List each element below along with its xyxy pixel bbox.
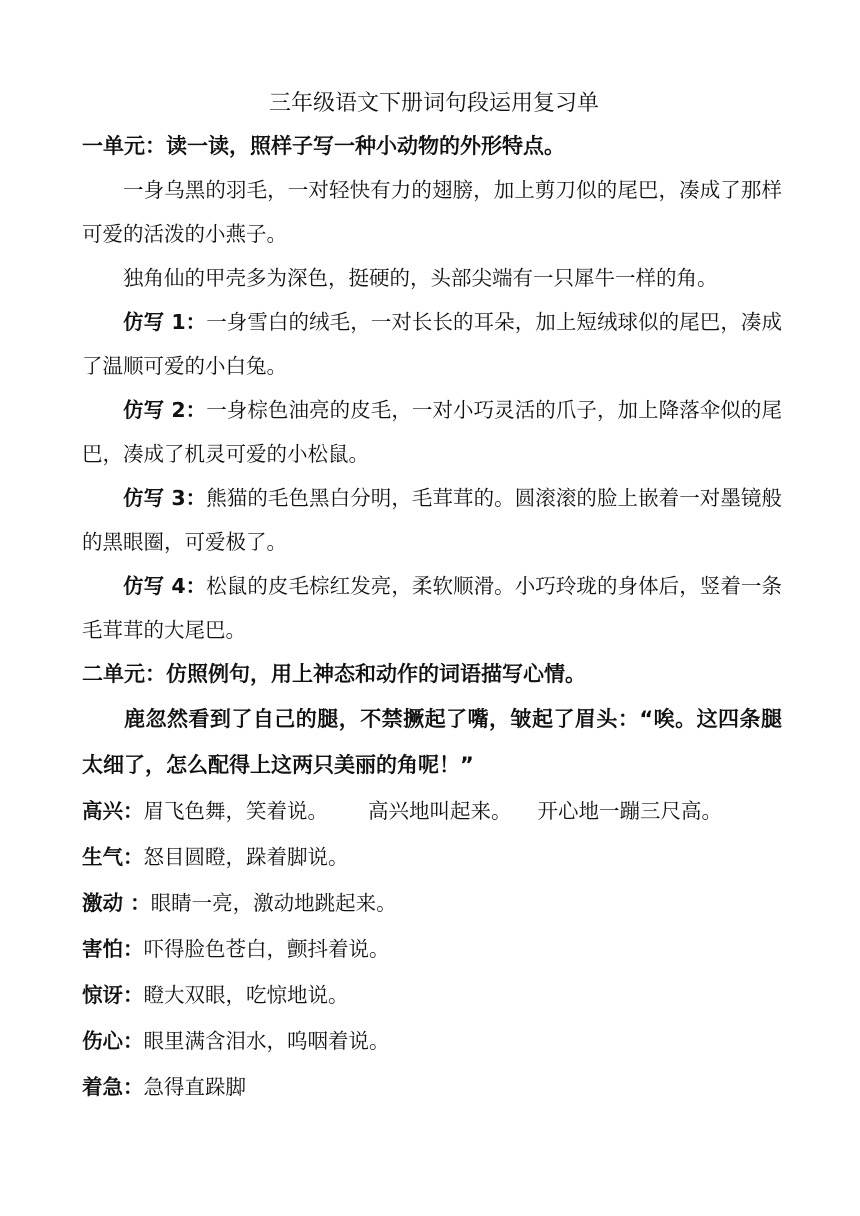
imitation-3-label: 仿写 3：	[123, 486, 207, 510]
imitation-4-text: 松鼠的皮毛棕红发亮，柔软顺滑。小巧玲珑的身体后，竖着一条毛茸茸的大尾巴。	[82, 574, 782, 642]
unit2-example: 鹿忽然看到了自己的腿，不禁撅起了嘴，皱起了眉头：“唉。这四条腿太细了，怎么配得上这两只美丽的角呢！”	[82, 707, 782, 777]
happy-item-3: 开心地一蹦三尺高。	[537, 799, 722, 823]
imitation-3	[82, 476, 782, 564]
emotion-text-angry: 怒目圆瞪，跺着脚说。	[143, 845, 349, 869]
emotion-text-excited: 眼睛一亮，激动地跳起来。	[150, 891, 397, 915]
happy-item-1: 眉飞色舞，笑着说。	[143, 799, 328, 823]
emotion-text-anxious: 急得直跺脚	[143, 1075, 246, 1099]
emotion-row-angry	[82, 834, 782, 880]
happy-item-2: 高兴地叫起来。	[368, 799, 512, 823]
imitation-1-text: 一身雪白的绒毛，一对长长的耳朵，加上短绒球似的尾巴，凑成了温顺可爱的小白兔。	[82, 310, 782, 378]
unit1-example-1: 一身乌黑的羽毛，一对轻快有力的翅膀，加上剪刀似的尾巴，凑成了那样可爱的活泼的小燕子。	[82, 178, 782, 246]
emotion-label-angry: 生气：	[82, 845, 144, 869]
emotion-label-anxious: 着急：	[82, 1075, 144, 1099]
imitation-2	[82, 388, 782, 476]
emotion-label-happy: 高兴：	[82, 799, 144, 823]
unit1-example-2: 独角仙的甲壳多为深色，挺硬的，头部尖端有一只犀牛一样的角。	[123, 266, 718, 290]
emotion-label-afraid: 害怕：	[82, 937, 144, 961]
page-title: 三年级语文下册词句段运用复习单	[268, 91, 599, 116]
imitation-3-text: 熊猫的毛色黑白分明，毛茸茸的。圆滚滚的脸上嵌着一对墨镜般的黑眼圈，可爱极了。	[82, 486, 782, 554]
emotion-label-sad: 伤心：	[82, 1029, 144, 1053]
emotion-row-afraid	[82, 926, 782, 972]
imitation-2-text: 一身棕色油亮的皮毛，一对小巧灵活的爪子，加上降落伞似的尾巴，凑成了机灵可爱的小松鼠。	[82, 398, 782, 466]
worksheet-page	[82, 84, 782, 1110]
emotion-row-surprised	[82, 972, 782, 1018]
emotion-label-excited: 激动 ：	[82, 891, 151, 915]
emotion-row-sad	[82, 1018, 782, 1064]
imitation-4	[82, 564, 782, 652]
emotion-label-surprised: 惊讶：	[82, 983, 144, 1007]
imitation-1-label: 仿写 1：	[123, 310, 207, 334]
emotion-text-surprised: 瞪大双眼，吃惊地说。	[143, 983, 349, 1007]
emotion-row-happy	[82, 788, 782, 834]
emotion-text-sad: 眼里满含泪水，呜咽着说。	[143, 1029, 390, 1053]
imitation-1	[82, 300, 782, 388]
emotion-row-excited	[82, 880, 782, 926]
imitation-2-label: 仿写 2：	[123, 398, 207, 422]
emotion-text-afraid: 吓得脸色苍白，颤抖着说。	[143, 937, 390, 961]
imitation-4-label: 仿写 4：	[123, 574, 207, 598]
emotion-row-anxious	[82, 1064, 782, 1110]
unit2-heading: 二单元：仿照例句，用上神态和动作的词语描写心情。	[82, 662, 586, 686]
unit1-heading: 一单元：读一读，照样子写一种小动物的外形特点。	[82, 134, 565, 158]
